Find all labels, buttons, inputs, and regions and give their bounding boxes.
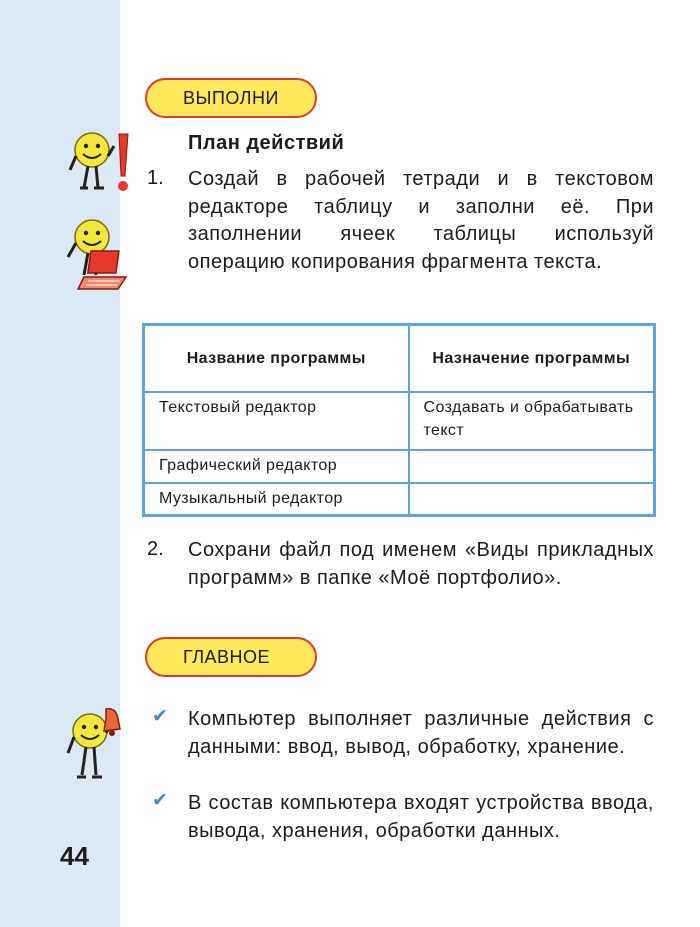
table-cell: [409, 450, 655, 483]
page-number: 44: [60, 841, 89, 871]
mascot-bell: [62, 705, 134, 783]
table-row: [144, 450, 655, 483]
exclamation-icon: [118, 134, 128, 191]
table-row: [144, 483, 655, 516]
mascot-exclamation: [62, 126, 137, 200]
do-badge-label: ВЫПОЛНИ: [183, 87, 279, 108]
checkmark-icon: ✔: [152, 706, 168, 727]
mascot-laptop: [62, 215, 134, 295]
table-cell: Создавать и обрабатывать текст: [409, 392, 655, 451]
programs-table: [142, 323, 656, 517]
step-number: 1.: [147, 167, 164, 189]
summary-item: В состав компьютера входят устройства ввода, вывода, хранения, обработки данных.: [188, 792, 654, 842]
table-header-row: [144, 325, 655, 392]
table-header-cell: Назначение программы: [409, 325, 655, 392]
step-text: Создай в рабочей тетради и в текстовом редакторе таблицу и заполни её. При заполнении ячеек таблицы используй операцию копирования фрагмента текста.: [188, 168, 654, 273]
table-cell: Графический редактор: [144, 450, 409, 483]
step-number: 2.: [147, 538, 164, 560]
summary-item: Компьютер выполняет различные действия с данными: ввод, вывод, обработку, хранение.: [188, 708, 654, 758]
main-badge: [145, 637, 317, 677]
table-cell: [409, 483, 655, 516]
table-cell: Текстовый редактор: [144, 392, 409, 451]
main-badge-label: ГЛАВНОЕ: [183, 646, 271, 667]
checkmark-icon: ✔: [152, 790, 168, 811]
table-header-cell: Название программы: [144, 325, 409, 392]
do-badge: [145, 78, 317, 118]
table-row: [144, 392, 655, 451]
table-cell: Музыкальный редактор: [144, 483, 409, 516]
step-text: Сохрани файл под именем «Виды прикладных программ» в папке «Моё портфолио».: [188, 539, 654, 589]
plan-title: План действий: [188, 132, 345, 154]
